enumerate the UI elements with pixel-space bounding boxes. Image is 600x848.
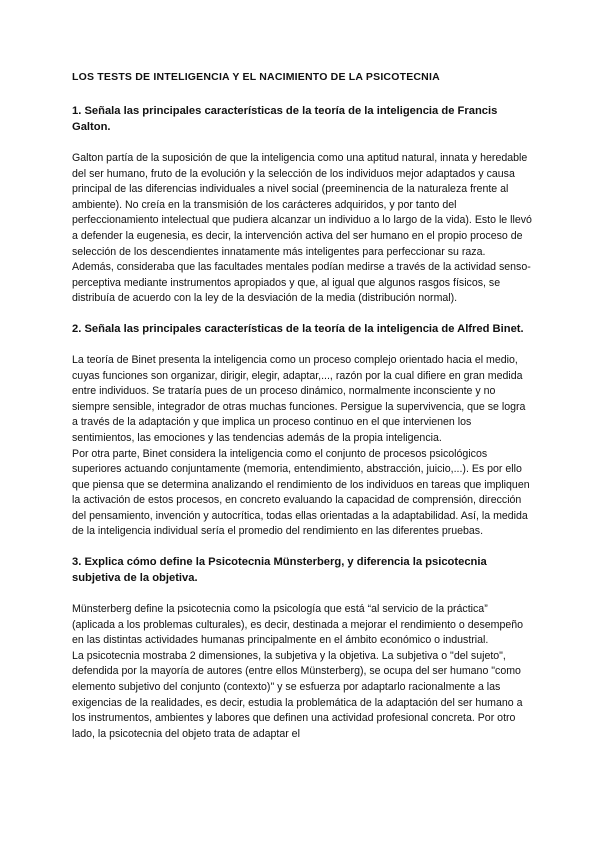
document-body	[72, 70, 532, 756]
section-heading: 3. Explica cómo define la Psicotecnia Münsterberg, y diferencia la psicotecnia subjetiva de la objetiva.	[72, 556, 487, 585]
section-heading: 2. Señala las principales características de la teoría de la inteligencia de Alfred Binet.	[72, 322, 524, 335]
section-paragraph: La psicotecnia mostraba 2 dimensiones, la subjetiva y la objetiva. La subjetiva o "del sujeto", defendida por la mayoría de autores (entre ellos Münsterberg), se ocupa del ser humano "como elemento subjetivo del conjunto (contexto)" y se esfuerza por adaptarlo racionalmente a las exigencias de la realidades, es decir, estudia la problemática de la adaptación del ser humano a los instrumentos, ambientes y labores que definen una actividad profesional concreta. Por otro lado, la psicotecnia del objeto trata de adaptar el	[72, 649, 523, 740]
section-binet	[72, 321, 532, 540]
section-paragraph: Además, consideraba que las facultades mentales podían medirse a través de la actividad senso-perceptiva mediante instrumentos apropiados y que, al igual que algunos rasgos físicos, se distribuía de acuerdo con la ley de la desviación de la media (distribución normal).	[72, 261, 531, 305]
section-paragraph: Galton partía de la suposición de que la inteligencia como una aptitud natural, innata y heredable del ser humano, fruto de la evolución y la selección de los individuos mejor adaptados y causa principal de las diferencias individuales a nivel social (preeminencia de la naturaleza frente al ambiente). No creía en la transmisión de los carácteres adquiridos, y por tanto del perfeccionamiento intelectual que pudiera alcanzar un individuo a lo largo de la vida). Esto le llevó a defender la eugenesia, es decir, la intervención activa del ser humano en el propio proceso de selección de los descendientes innatamente más inteligentes para perfeccionar su raza.	[72, 152, 532, 258]
section-paragraph: La teoría de Binet presenta la inteligencia como un proceso complejo orientado hacia el medio, cuyas funciones son organizar, dirigir, elegir, adaptar,..., razón por la cual difiere en gran medida entre individuos. Se trataría pues de un proceso dinámico, normalmente inconsciente y no siempre sensible, integrador de otras muchas funciones. Persigue la supervivencia, que se logra a través de la adaptación y que implica un proceso continuo en el que intervienen los sentimientos, las emociones y las tendencias además de la propia inteligencia.	[72, 353, 526, 444]
section-munsterberg	[72, 554, 532, 742]
section-galton	[72, 103, 532, 307]
document-title: LOS TESTS DE INTELIGENCIA Y EL NACIMIENTO DE LA PSICOTECNIA	[72, 71, 440, 83]
section-paragraph: Por otra parte, Binet considera la inteligencia como el conjunto de procesos psicológicos superiores actuando conjuntamente (memoria, entendimiento, abstracción, juicio,...). Es por ello que piensa que se determina analizando el rendimiento de los individuos en tareas que impliquen la activación de estos procesos, en concreto evaluando la capacidad de comprensión, dirección del pensamiento, invención y autocrítica, todas ellas orientadas a la adaptabilidad. Así, la medida de la inteligencia individual sería el promedio del rendimiento en las diferentes pruebas.	[72, 447, 530, 538]
section-heading: 1. Señala las principales características de la teoría de la inteligencia de Francis Galton.	[72, 105, 498, 133]
section-paragraph: Münsterberg define la psicotecnia como la psicología que está “al servicio de la práctica” (aplicada a los problemas culturales), es decir, destinada a mejorar el rendimiento o desempeño en las distintas actividades humanas principalmente en el ámbito económico o industrial.	[72, 603, 524, 647]
